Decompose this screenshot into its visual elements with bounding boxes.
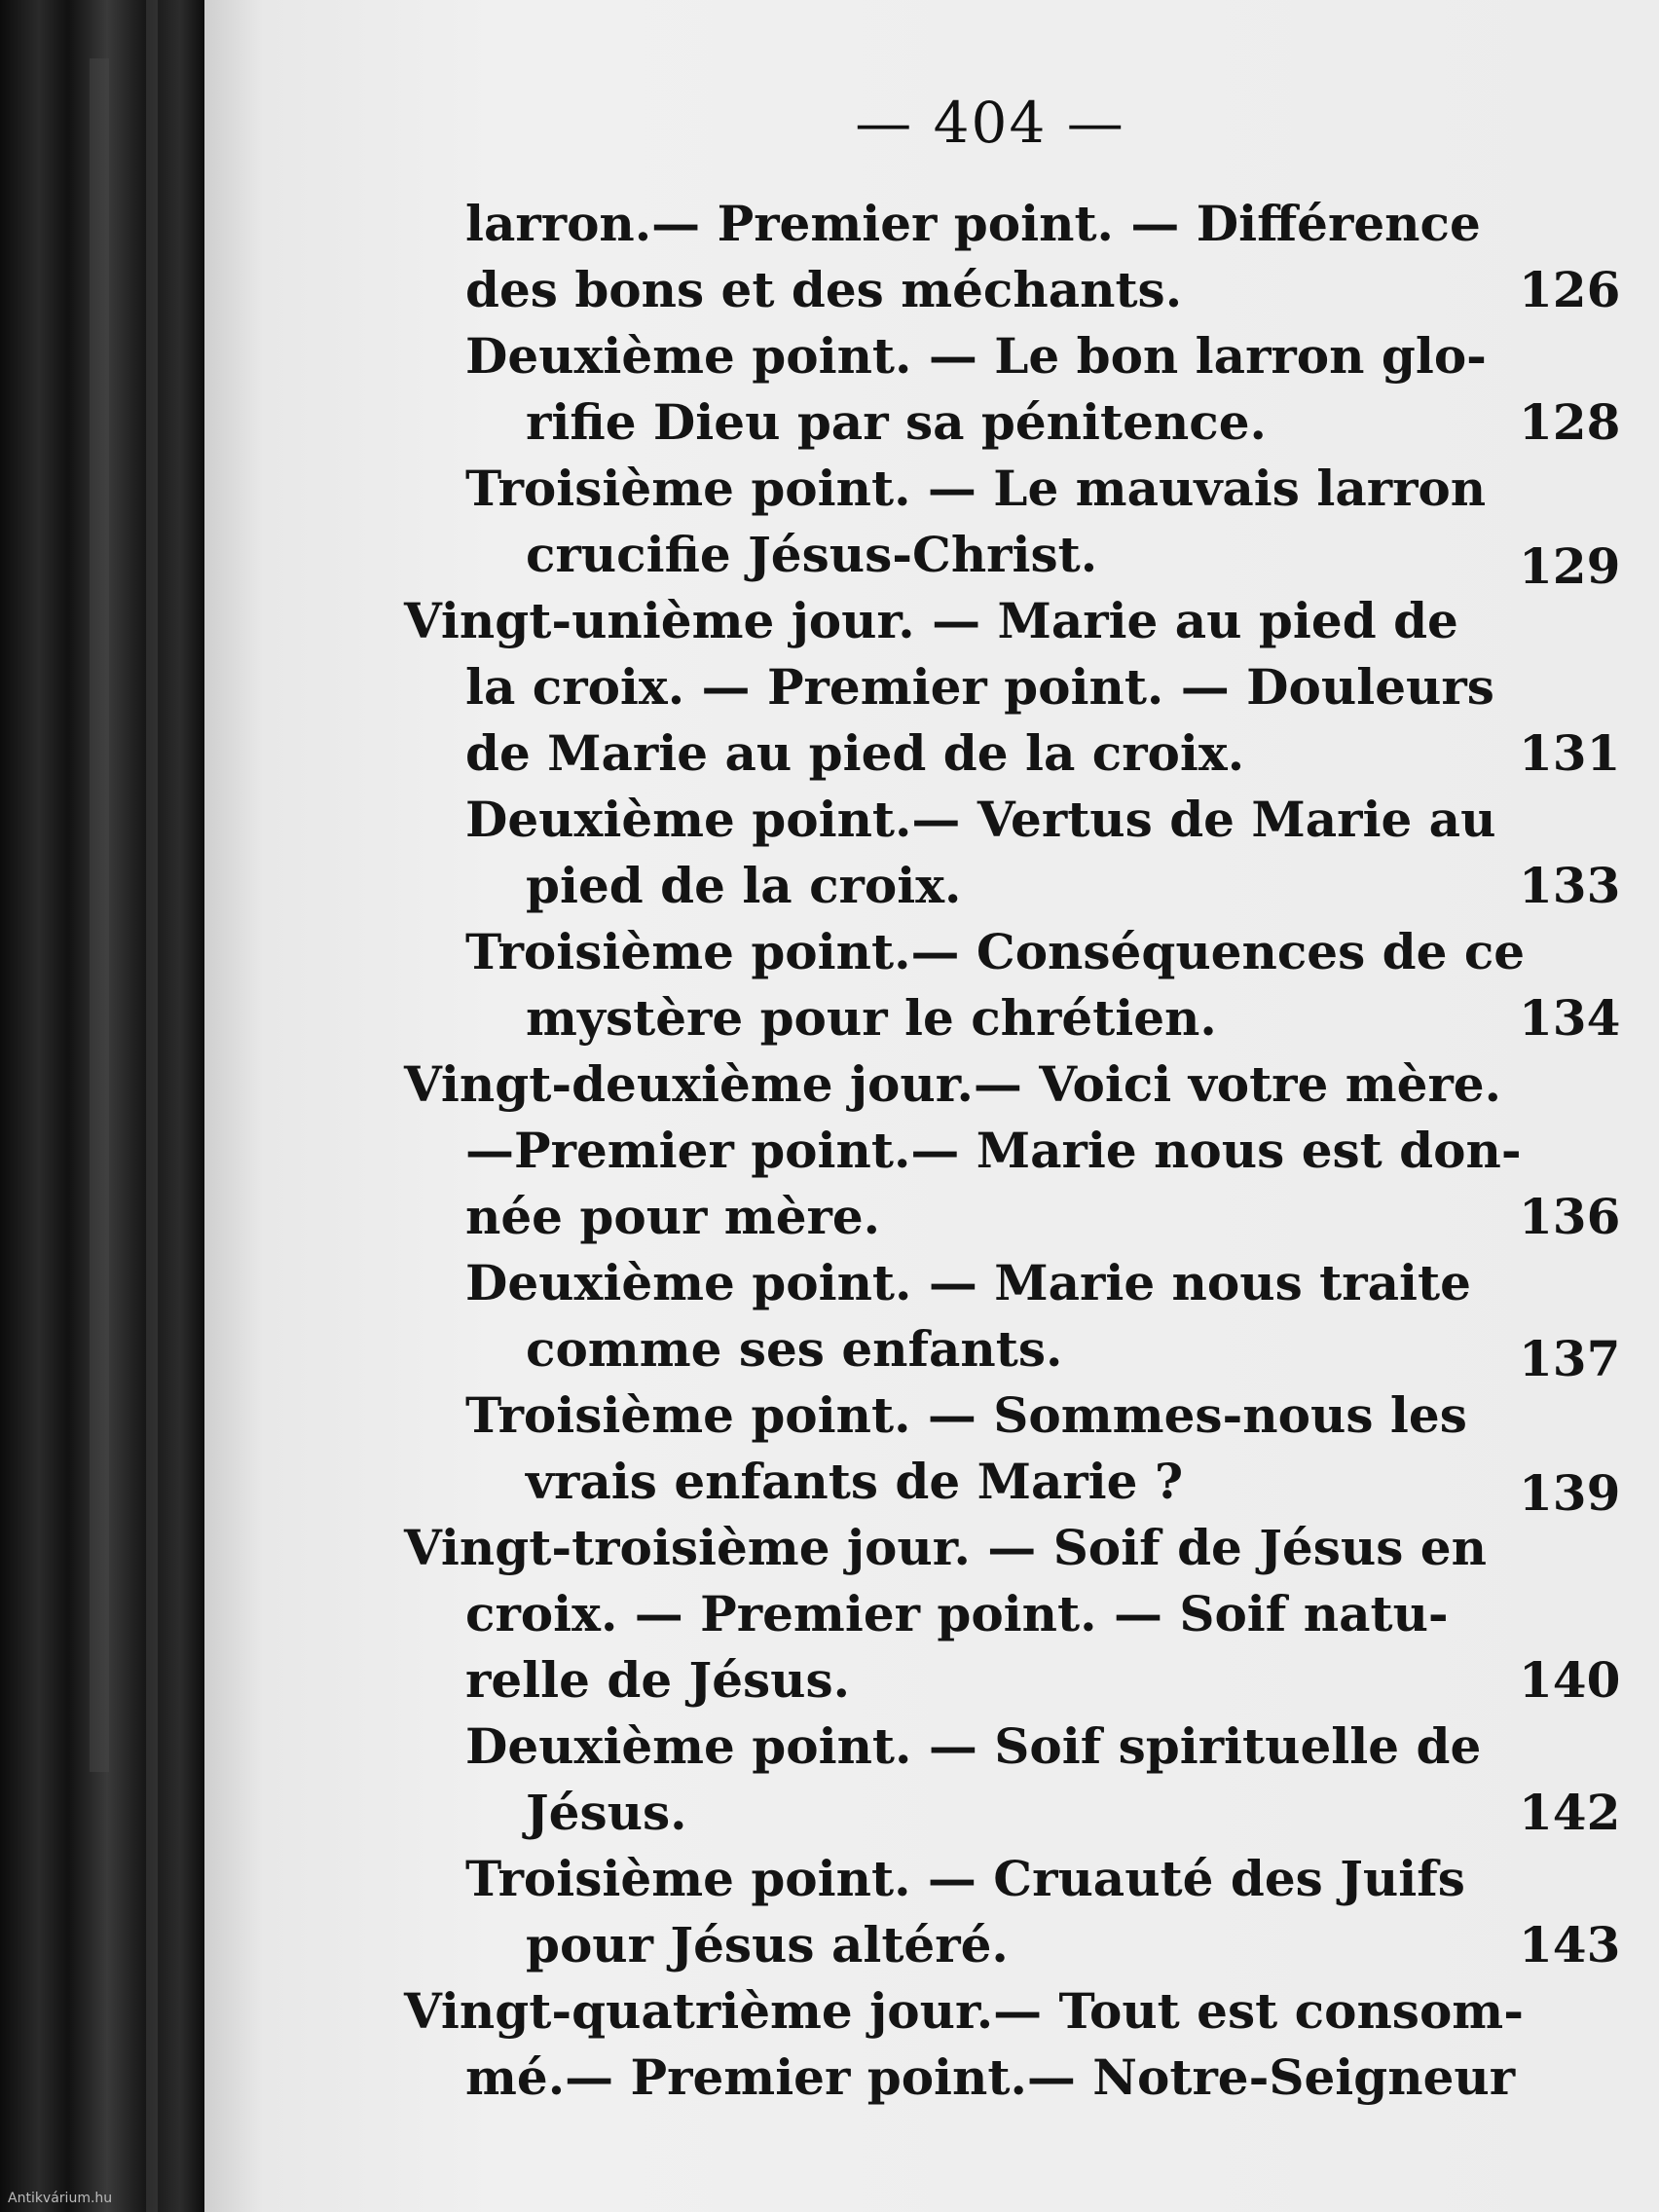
toc-line: rifie Dieu par sa pénitence.: [526, 393, 1267, 451]
toc-line: Deuxième point. — Soif spirituelle de: [465, 1717, 1482, 1775]
toc-line: croix. — Premier point. — Soif natu-: [465, 1585, 1449, 1642]
page-ref: 139: [1519, 1464, 1621, 1522]
toc-line: des bons et des méchants.: [465, 261, 1183, 318]
page-ref: 133: [1519, 857, 1621, 914]
toc-line: Vingt-troisième jour. — Soif de Jésus en: [404, 1519, 1487, 1576]
page-ref: 131: [1519, 724, 1621, 782]
toc-line: Deuxième point.— Vertus de Marie au: [465, 791, 1496, 848]
toc-line: Troisième point. — Cruauté des Juifs: [465, 1850, 1465, 1907]
toc-line: Vingt-unième jour. — Marie au pied de: [404, 592, 1458, 649]
page-ref: 134: [1519, 989, 1621, 1047]
page-ref: 143: [1519, 1916, 1621, 1973]
binding-edge: [146, 0, 158, 2212]
toc-line: Troisième point.— Conséquences de ce: [465, 923, 1526, 980]
toc-line: Jésus.: [526, 1784, 687, 1841]
toc-line: comme ses enfants.: [526, 1320, 1063, 1378]
toc-line: vrais enfants de Marie ?: [526, 1453, 1184, 1510]
page-ref: 137: [1519, 1330, 1621, 1387]
toc-line: mystère pour le chrétien.: [526, 989, 1217, 1047]
toc-line: crucifie Jésus-Christ.: [526, 526, 1098, 583]
page-ref: 126: [1519, 261, 1621, 318]
toc-line: pour Jésus altéré.: [526, 1916, 1009, 1973]
toc-line: de Marie au pied de la croix.: [465, 724, 1245, 782]
toc-line: mé.— Premier point.— Notre-Seigneur: [465, 2048, 1516, 2106]
page-ref: 142: [1519, 1784, 1621, 1841]
toc-line: Deuxième point. — Le bon larron glo-: [465, 327, 1487, 385]
toc-line: pied de la croix.: [526, 857, 962, 914]
toc-line: Troisième point. — Sommes-nous les: [465, 1386, 1467, 1444]
toc-line: la croix. — Premier point. — Douleurs: [465, 658, 1494, 716]
toc-line: Deuxième point. — Marie nous traite: [465, 1254, 1471, 1311]
watermark: Antikvárium.hu: [8, 2191, 113, 2206]
binding-edge: [90, 58, 109, 1772]
toc-line: Vingt-quatrième jour.— Tout est consom-: [404, 1982, 1524, 2040]
toc-line: née pour mère.: [465, 1188, 881, 1245]
page-ref: 128: [1519, 393, 1621, 451]
page-ref: 136: [1519, 1188, 1621, 1245]
toc-line: Vingt-deuxième jour.— Voici votre mère.: [404, 1055, 1502, 1113]
page-number: — 404 —: [855, 90, 1125, 156]
toc-line: —Premier point.— Marie nous est don-: [465, 1122, 1522, 1179]
toc-line: larron.— Premier point. — Différence: [465, 195, 1481, 252]
page-sheet: [204, 0, 1659, 2212]
page-ref: 140: [1519, 1651, 1621, 1709]
book-binding: [0, 0, 204, 2212]
toc-line: Troisième point. — Le mauvais larron: [465, 460, 1487, 517]
toc-line: relle de Jésus.: [465, 1651, 851, 1709]
page-ref: 129: [1519, 537, 1621, 595]
